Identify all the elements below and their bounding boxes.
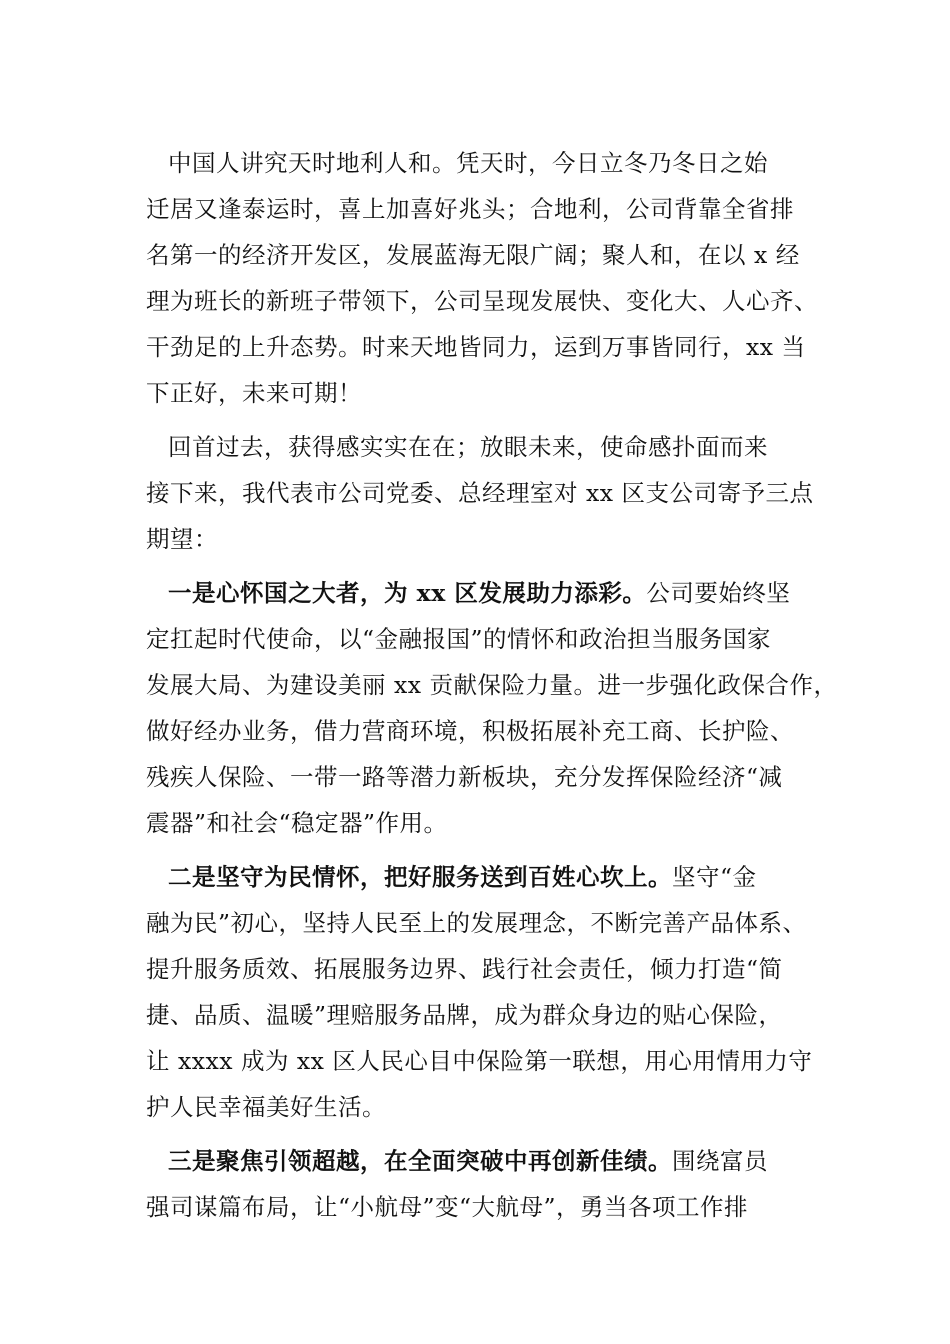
document-body [146, 140, 838, 1230]
paragraph-line-rest: 坚守“金 [672, 863, 757, 891]
paragraph-line: 定扛起时代使命，以“金融报国”的情怀和政治担当服务国家 [146, 625, 772, 653]
section-heading: 一是心怀国之大者，为 xx 区发展助力添彩。 [168, 579, 647, 607]
paragraph-line: 护人民幸福美好生活。 [146, 1093, 386, 1121]
paragraph-line: 中国人讲究天时地利人和。凭天时，今日立冬乃冬日之始 [168, 149, 768, 177]
paragraph-line-rest: 公司要始终坚 [646, 579, 791, 607]
paragraph-line: 强司谋篇布局，让“小航母”变“大航母”，勇当各项工作排 [146, 1193, 749, 1221]
paragraph-line: 捷、品质、温暖”理赔服务品牌，成为群众身边的贴心保险， [146, 1001, 783, 1029]
paragraph-5 [146, 1138, 832, 1230]
paragraph-first-line [146, 570, 832, 616]
paragraph-line: 理为班长的新班子带领下，公司呈现发展快、变化大、人心齐、 [146, 287, 818, 315]
paragraph-line: 回首过去，获得感实实在在；放眼未来，使命感扑面而来 [168, 433, 768, 461]
paragraph-first-line [146, 1138, 832, 1184]
paragraph-line-rest: 围绕富员 [672, 1147, 768, 1175]
paragraph-line: 融为民”初心，坚持人民至上的发展理念，不断完善产品体系、 [146, 909, 807, 937]
section-heading: 三是聚焦引领超越，在全面突破中再创新佳绩。 [168, 1147, 672, 1175]
paragraph-line: 名第一的经济开发区，发展蓝海无限广阔；聚人和，在以 x 经 [146, 241, 800, 269]
paragraph-3 [146, 570, 838, 846]
paragraph-line: 迁居又逢泰运时，喜上加喜好兆头；合地利，公司背靠全省排 [146, 195, 794, 223]
section-heading: 二是坚守为民情怀，把好服务送到百姓心坎上。 [168, 863, 672, 891]
paragraph-1 [146, 140, 832, 416]
paragraph-2 [146, 424, 832, 562]
paragraph-line: 做好经办业务，借力营商环境，积极拓展补充工商、长护险、 [146, 717, 794, 745]
paragraph-line: 残疾人保险、一带一路等潜力新板块，充分发挥保险经济“减 [146, 763, 783, 791]
paragraph-line: 发展大局、为建设美丽 xx 贡献保险力量。进一步强化政保合作， [146, 671, 838, 699]
paragraph-4 [146, 854, 832, 1130]
paragraph-line: 接下来，我代表市公司党委、总经理室对 xx 区支公司寄予三点 [146, 479, 814, 507]
paragraph-first-line [146, 854, 832, 900]
paragraph-line: 震器”和社会“稳定器”作用。 [146, 809, 448, 837]
paragraph-line: 提升服务质效、拓展服务边界、践行社会责任，倾力打造“简 [146, 955, 783, 983]
paragraph-line: 下正好，未来可期！ [146, 379, 362, 407]
paragraph-line: 期望： [146, 525, 218, 553]
paragraph-line: 让 xxxx 成为 xx 区人民心目中保险第一联想，用心用情用力守 [146, 1047, 813, 1075]
paragraph-line: 干劲足的上升态势。时来天地皆同力，运到万事皆同行，xx 当 [146, 333, 806, 361]
